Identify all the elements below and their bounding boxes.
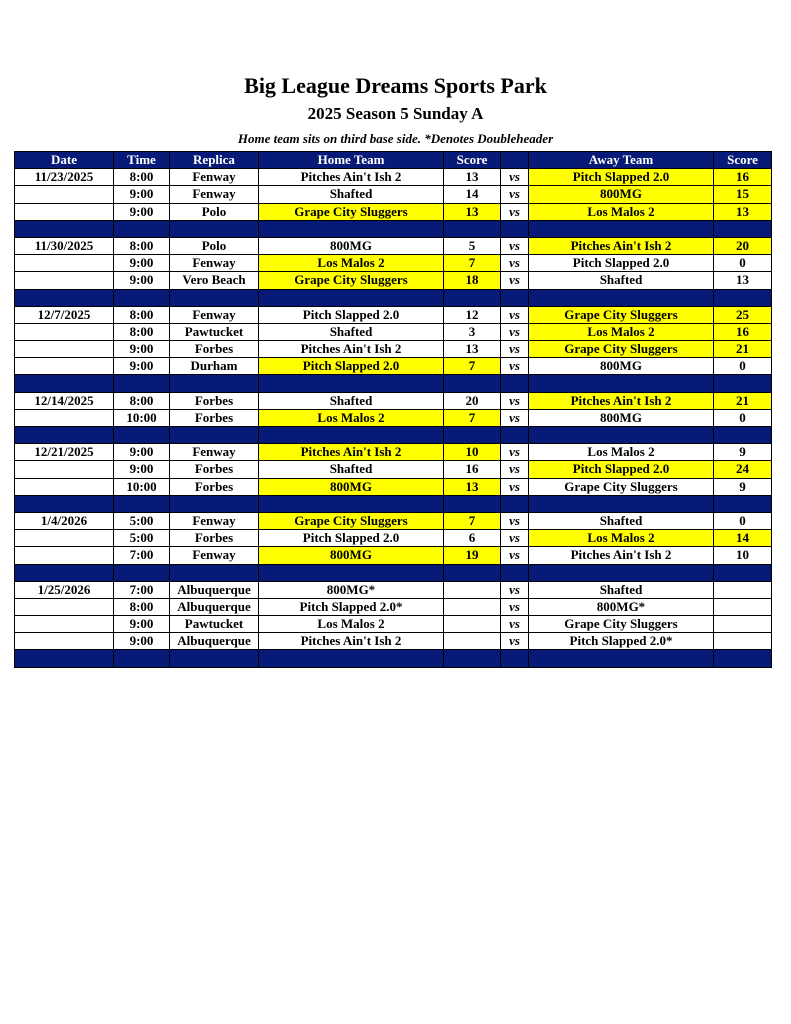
home-score-cell [444,616,501,633]
table-row [15,169,772,186]
vs-cell: vs [501,633,529,650]
col-header-home-team: Home Team [259,152,444,169]
table-row [15,186,772,203]
home-team-cell: Los Malos 2 [259,409,444,426]
away-team-cell: 800MG [529,186,714,203]
replica-cell: Fenway [170,255,259,272]
separator-cell [444,564,501,581]
date-cell: 12/21/2025 [15,444,114,461]
away-team-cell: Pitch Slapped 2.0* [529,633,714,650]
time-cell: 7:00 [114,581,170,598]
time-cell: 9:00 [114,272,170,289]
date-cell [15,409,114,426]
time-cell: 9:00 [114,444,170,461]
away-team-cell: 800MG [529,409,714,426]
separator-cell [529,289,714,306]
vs-cell: vs [501,272,529,289]
week-separator-row [15,650,772,667]
away-team-cell: Shafted [529,272,714,289]
time-cell: 5:00 [114,530,170,547]
time-cell: 7:00 [114,547,170,564]
home-team-cell: Pitches Ain't Ish 2 [259,633,444,650]
date-cell [15,255,114,272]
separator-cell [501,564,529,581]
separator-cell [444,289,501,306]
away-score-cell: 21 [714,341,772,358]
home-score-cell: 13 [444,478,501,495]
week-separator-row [15,375,772,392]
separator-cell [259,375,444,392]
replica-cell: Albuquerque [170,598,259,615]
replica-cell: Forbes [170,530,259,547]
replica-cell: Fenway [170,512,259,529]
col-header-replica: Replica [170,152,259,169]
vs-cell: vs [501,306,529,323]
separator-cell [170,427,259,444]
vs-cell: vs [501,169,529,186]
date-cell [15,272,114,289]
away-team-cell: Pitches Ain't Ish 2 [529,547,714,564]
col-header-date: Date [15,152,114,169]
home-score-cell: 6 [444,530,501,547]
home-score-cell [444,581,501,598]
separator-cell [15,495,114,512]
away-score-cell: 14 [714,530,772,547]
away-score-cell: 16 [714,169,772,186]
home-team-cell: 800MG [259,478,444,495]
time-cell: 9:00 [114,633,170,650]
away-score-cell: 0 [714,409,772,426]
separator-cell [170,289,259,306]
separator-cell [15,650,114,667]
schedule-note: Home team sits on third base side. *Denotes Doubleheader [237,131,554,146]
col-header-home-score: Score [444,152,501,169]
away-team-cell: Grape City Sluggers [529,616,714,633]
separator-cell [170,220,259,237]
home-score-cell: 20 [444,392,501,409]
separator-cell [259,289,444,306]
away-team-cell: Shafted [529,581,714,598]
home-score-cell: 16 [444,461,501,478]
vs-cell: vs [501,341,529,358]
replica-cell: Pawtucket [170,616,259,633]
time-cell: 10:00 [114,478,170,495]
away-score-cell [714,633,772,650]
date-cell: 1/25/2026 [15,581,114,598]
home-team-cell: Pitch Slapped 2.0 [259,306,444,323]
date-cell [15,341,114,358]
replica-cell: Vero Beach [170,272,259,289]
vs-cell: vs [501,409,529,426]
away-score-cell: 9 [714,478,772,495]
separator-cell [259,564,444,581]
replica-cell: Polo [170,237,259,254]
home-team-cell: Shafted [259,323,444,340]
home-team-cell: Grape City Sluggers [259,203,444,220]
col-header-away-team: Away Team [529,152,714,169]
away-score-cell: 21 [714,392,772,409]
table-row [15,341,772,358]
date-cell [15,461,114,478]
time-cell: 8:00 [114,306,170,323]
time-cell: 9:00 [114,616,170,633]
away-team-cell: Los Malos 2 [529,203,714,220]
separator-cell [501,220,529,237]
away-score-cell: 13 [714,272,772,289]
replica-cell: Polo [170,203,259,220]
separator-cell [114,375,170,392]
home-team-cell: Pitch Slapped 2.0 [259,530,444,547]
separator-cell [501,427,529,444]
home-score-cell: 7 [444,409,501,426]
time-cell: 8:00 [114,323,170,340]
vs-cell: vs [501,237,529,254]
home-team-cell: Shafted [259,461,444,478]
date-cell [15,530,114,547]
time-cell: 9:00 [114,186,170,203]
replica-cell: Fenway [170,169,259,186]
table-row [15,581,772,598]
date-cell [15,203,114,220]
separator-cell [170,564,259,581]
vs-cell: vs [501,547,529,564]
schedule-table [14,151,772,668]
vs-cell: vs [501,392,529,409]
away-team-cell: Pitches Ain't Ish 2 [529,392,714,409]
separator-cell [529,375,714,392]
separator-cell [259,220,444,237]
time-cell: 8:00 [114,598,170,615]
separator-cell [714,427,772,444]
time-cell: 9:00 [114,358,170,375]
table-row [15,633,772,650]
away-team-cell: Pitches Ain't Ish 2 [529,237,714,254]
away-team-cell: Pitch Slapped 2.0 [529,169,714,186]
separator-cell [15,375,114,392]
home-team-cell: Los Malos 2 [259,255,444,272]
home-score-cell: 12 [444,306,501,323]
home-team-cell: Shafted [259,186,444,203]
vs-cell: vs [501,323,529,340]
separator-cell [444,495,501,512]
home-team-cell: Shafted [259,392,444,409]
table-row [15,444,772,461]
date-cell: 11/30/2025 [15,237,114,254]
time-cell: 9:00 [114,203,170,220]
time-cell: 5:00 [114,512,170,529]
home-score-cell: 19 [444,547,501,564]
separator-cell [501,495,529,512]
table-row [15,237,772,254]
away-team-cell: Grape City Sluggers [529,306,714,323]
separator-cell [529,564,714,581]
table-row [15,598,772,615]
week-separator-row [15,495,772,512]
away-team-cell: Grape City Sluggers [529,478,714,495]
table-row [15,392,772,409]
time-cell: 8:00 [114,169,170,186]
replica-cell: Pawtucket [170,323,259,340]
replica-cell: Fenway [170,186,259,203]
col-header-vs [501,152,529,169]
away-team-cell: Pitch Slapped 2.0 [529,461,714,478]
away-score-cell: 0 [714,512,772,529]
home-score-cell [444,598,501,615]
table-row [15,358,772,375]
replica-cell: Albuquerque [170,633,259,650]
away-team-cell: Shafted [529,512,714,529]
date-cell [15,358,114,375]
col-header-away-score: Score [714,152,772,169]
date-cell: 12/7/2025 [15,306,114,323]
away-team-cell: 800MG [529,358,714,375]
separator-cell [501,650,529,667]
home-score-cell: 7 [444,512,501,529]
date-cell: 11/23/2025 [15,169,114,186]
home-team-cell: 800MG [259,547,444,564]
separator-cell [170,495,259,512]
time-cell: 9:00 [114,341,170,358]
home-team-cell: Pitch Slapped 2.0 [259,358,444,375]
vs-cell: vs [501,358,529,375]
week-separator-row [15,289,772,306]
separator-cell [444,220,501,237]
away-team-cell: Grape City Sluggers [529,341,714,358]
table-row [15,306,772,323]
away-score-cell: 16 [714,323,772,340]
home-score-cell: 7 [444,255,501,272]
separator-cell [15,427,114,444]
table-row [15,203,772,220]
separator-cell [714,564,772,581]
separator-cell [114,650,170,667]
replica-cell: Durham [170,358,259,375]
replica-cell: Fenway [170,547,259,564]
vs-cell: vs [501,530,529,547]
replica-cell: Forbes [170,341,259,358]
home-team-cell: Pitches Ain't Ish 2 [259,341,444,358]
separator-cell [714,220,772,237]
separator-cell [714,375,772,392]
separator-cell [714,289,772,306]
time-cell: 10:00 [114,409,170,426]
vs-cell: vs [501,598,529,615]
away-score-cell: 20 [714,237,772,254]
separator-cell [501,289,529,306]
table-row [15,547,772,564]
time-cell: 8:00 [114,392,170,409]
table-row [15,478,772,495]
vs-cell: vs [501,581,529,598]
date-cell [15,186,114,203]
away-team-cell: Los Malos 2 [529,323,714,340]
home-team-cell: Los Malos 2 [259,616,444,633]
home-score-cell: 13 [444,341,501,358]
separator-cell [529,495,714,512]
vs-cell: vs [501,478,529,495]
separator-cell [170,650,259,667]
date-cell [15,598,114,615]
home-score-cell: 14 [444,186,501,203]
vs-cell: vs [501,512,529,529]
separator-cell [529,650,714,667]
home-team-cell: Pitches Ain't Ish 2 [259,169,444,186]
vs-cell: vs [501,616,529,633]
separator-cell [114,289,170,306]
table-row [15,512,772,529]
separator-cell [529,427,714,444]
away-team-cell: Los Malos 2 [529,530,714,547]
home-score-cell: 13 [444,203,501,220]
replica-cell: Fenway [170,444,259,461]
home-score-cell: 18 [444,272,501,289]
away-team-cell: Los Malos 2 [529,444,714,461]
home-team-cell: Grape City Sluggers [259,512,444,529]
separator-cell [529,220,714,237]
separator-cell [170,375,259,392]
away-score-cell [714,598,772,615]
home-team-cell: 800MG* [259,581,444,598]
separator-cell [259,495,444,512]
replica-cell: Fenway [170,306,259,323]
home-team-cell: 800MG [259,237,444,254]
week-separator-row [15,427,772,444]
date-cell: 12/14/2025 [15,392,114,409]
replica-cell: Forbes [170,392,259,409]
time-cell: 8:00 [114,237,170,254]
home-score-cell [444,633,501,650]
separator-cell [501,375,529,392]
home-team-cell: Grape City Sluggers [259,272,444,289]
table-row [15,616,772,633]
away-score-cell: 9 [714,444,772,461]
table-row [15,323,772,340]
away-score-cell [714,616,772,633]
header-row [15,152,772,169]
time-cell: 9:00 [114,255,170,272]
date-cell [15,547,114,564]
away-score-cell: 15 [714,186,772,203]
table-row [15,409,772,426]
separator-cell [114,564,170,581]
home-team-cell: Pitches Ain't Ish 2 [259,444,444,461]
away-score-cell [714,581,772,598]
table-row [15,272,772,289]
home-score-cell: 3 [444,323,501,340]
separator-cell [15,220,114,237]
home-score-cell: 13 [444,169,501,186]
table-row [15,255,772,272]
separator-cell [114,495,170,512]
home-score-cell: 5 [444,237,501,254]
replica-cell: Forbes [170,478,259,495]
away-team-cell: 800MG* [529,598,714,615]
replica-cell: Forbes [170,409,259,426]
away-team-cell: Pitch Slapped 2.0 [529,255,714,272]
separator-cell [444,427,501,444]
away-score-cell: 0 [714,358,772,375]
date-cell: 1/4/2026 [15,512,114,529]
separator-cell [714,495,772,512]
page-title: Big League Dreams Sports Park [244,73,547,98]
date-cell [15,616,114,633]
time-cell: 9:00 [114,461,170,478]
separator-cell [114,427,170,444]
separator-cell [259,427,444,444]
date-cell [15,633,114,650]
home-score-cell: 10 [444,444,501,461]
separator-cell [114,220,170,237]
away-score-cell: 0 [714,255,772,272]
separator-cell [444,650,501,667]
away-score-cell: 13 [714,203,772,220]
separator-cell [259,650,444,667]
away-score-cell: 10 [714,547,772,564]
home-score-cell: 7 [444,358,501,375]
table-row [15,461,772,478]
separator-cell [714,650,772,667]
date-cell [15,323,114,340]
replica-cell: Albuquerque [170,581,259,598]
replica-cell: Forbes [170,461,259,478]
table-row [15,530,772,547]
home-team-cell: Pitch Slapped 2.0* [259,598,444,615]
vs-cell: vs [501,444,529,461]
week-separator-row [15,564,772,581]
vs-cell: vs [501,186,529,203]
away-score-cell: 24 [714,461,772,478]
separator-cell [444,375,501,392]
week-separator-row [15,220,772,237]
date-cell [15,478,114,495]
away-score-cell: 25 [714,306,772,323]
vs-cell: vs [501,255,529,272]
col-header-time: Time [114,152,170,169]
vs-cell: vs [501,461,529,478]
page-subtitle: 2025 Season 5 Sunday A [307,104,484,123]
separator-cell [15,564,114,581]
schedule-body [15,169,772,667]
separator-cell [15,289,114,306]
vs-cell: vs [501,203,529,220]
